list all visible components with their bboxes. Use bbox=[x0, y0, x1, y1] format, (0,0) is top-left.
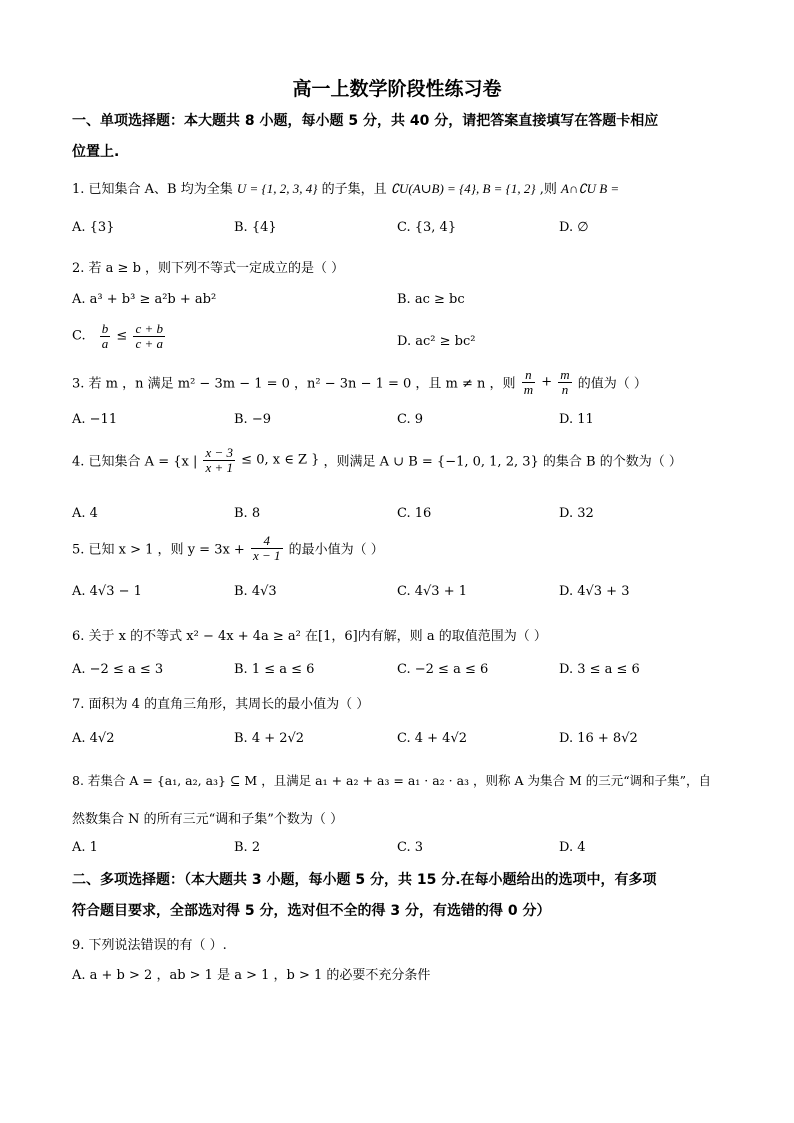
question-5-stem: 5. 已知 x > 1 ，则 y = 3x + $\frac{4}{x - 1}$ 的最小值为（ ） bbox=[72, 533, 384, 563]
section-1-header-line2: 位置上. bbox=[72, 144, 120, 160]
section-2-header-line1: 二、多项选择题：（本大题共 3 小题，每小题 5 分，共 15 分.在每小题给出的选项中，有多项 bbox=[72, 872, 657, 888]
question-6-option-a: A. −2 ≤ a ≤ 3 bbox=[72, 662, 164, 677]
question-3-option-b: B. −9 bbox=[234, 412, 271, 427]
question-2-option-c: C. $\frac{b}{a}$ ≤ $\frac{c + b}{c + a}$ bbox=[72, 321, 163, 351]
question-7-option-a: A. 4√2 bbox=[72, 731, 115, 746]
question-7-option-c: C. 4 + 4√2 bbox=[397, 731, 468, 746]
question-2-option-d: D. ac² ≥ bc² bbox=[397, 334, 476, 349]
question-4-stem: 4. 已知集合 A = {x | $\frac{x - 3}{x + 1}$ ≤ 0, x ∈ Z } ，则满足 A ∪ B = {−1, 0, 1, 2, 3} 的集合 B 的个数为（ ） bbox=[72, 445, 682, 475]
question-8-option-b: B. 2 bbox=[234, 840, 261, 855]
question-3-option-a: A. −11 bbox=[72, 412, 118, 427]
question-3-stem: 3. 若 m ，n 满足 m² − 3m − 1 = 0 ，n² − 3n − 1 = 0 ，且 m ≠ n ，则 $\frac{n}{m}$ + $\frac{m}{n}$ 的值为（ ） bbox=[72, 367, 647, 397]
question-8-stem-line1: 8. 若集合 A = {a₁, a₂, a₃} ⊆ M ，且满足 a₁ + a₂ + a₃ = a₁ · a₂ · a₃ ，则称 A 为集合 M 的三元“调和子集”，自 bbox=[72, 773, 712, 788]
question-8-stem-line2: 然数集合 N 的所有三元“调和子集”个数为（ ） bbox=[72, 812, 344, 827]
question-9-stem: 9. 下列说法错误的有（ ）. bbox=[72, 938, 227, 953]
question-1-option-c: C. {3, 4} bbox=[397, 220, 457, 235]
question-4-option-c: C. 16 bbox=[397, 506, 432, 521]
question-7-option-d: D. 16 + 8√2 bbox=[559, 731, 638, 746]
section-1-header-line1: 一、单项选择题：本大题共 8 小题，每小题 5 分，共 40 分，请把答案直接填写在答题卡相应 bbox=[72, 113, 659, 129]
question-4-option-d: D. 32 bbox=[559, 506, 594, 521]
question-2-stem: 2. 若 a ≥ b ，则下列不等式一定成立的是（ ） bbox=[72, 261, 345, 276]
question-2-option-b: B. ac ≥ bc bbox=[397, 292, 465, 307]
question-8-option-d: D. 4 bbox=[559, 840, 586, 855]
question-6-stem: 6. 关于 x 的不等式 x² − 4x + 4a ≥ a² 在[1，6]内有解，则 a 的取值范围为（ ） bbox=[72, 629, 547, 644]
question-6-option-d: D. 3 ≤ a ≤ 6 bbox=[559, 662, 640, 677]
question-5-option-d: D. 4√3 + 3 bbox=[559, 584, 630, 599]
question-2-option-a: A. a³ + b³ ≥ a²b + ab² bbox=[72, 292, 217, 307]
question-7-stem: 7. 面积为 4 的直角三角形，其周长的最小值为（ ） bbox=[72, 697, 370, 712]
question-8-option-a: A. 1 bbox=[72, 840, 98, 855]
question-8-option-c: C. 3 bbox=[397, 840, 424, 855]
question-4-option-b: B. 8 bbox=[234, 506, 261, 521]
question-7-option-b: B. 4 + 2√2 bbox=[234, 731, 305, 746]
question-6-option-c: C. −2 ≤ a ≤ 6 bbox=[397, 662, 489, 677]
question-3-option-c: C. 9 bbox=[397, 412, 424, 427]
question-1-option-d: D. ∅ bbox=[559, 220, 589, 235]
question-6-option-b: B. 1 ≤ a ≤ 6 bbox=[234, 662, 315, 677]
question-5-option-c: C. 4√3 + 1 bbox=[397, 584, 468, 599]
section-2-header-line2: 符合题目要求，全部选对得 5 分，选对但不全的得 3 分，有选错的得 0 分） bbox=[72, 903, 551, 919]
question-4-option-a: A. 4 bbox=[72, 506, 98, 521]
question-1-stem: 1. 已知集合 A、B 均为全集 U = {1, 2, 3, 4} 的子集，且 ∁U(A∪B) = {4}, B = {1, 2} ,则 A∩∁U B = bbox=[72, 181, 620, 197]
question-9-option-a: A. a + b > 2 ，ab > 1 是 a > 1 ，b > 1 的必要不充分条件 bbox=[72, 968, 431, 983]
question-5-option-b: B. 4√3 bbox=[234, 584, 277, 599]
question-1-option-b: B. {4} bbox=[234, 220, 277, 235]
question-5-option-a: A. 4√3 − 1 bbox=[72, 584, 142, 599]
question-1-option-a: A. {3} bbox=[72, 220, 115, 235]
page-title: 高一上数学阶段性练习卷 bbox=[292, 78, 502, 100]
question-3-option-d: D. 11 bbox=[559, 412, 594, 427]
